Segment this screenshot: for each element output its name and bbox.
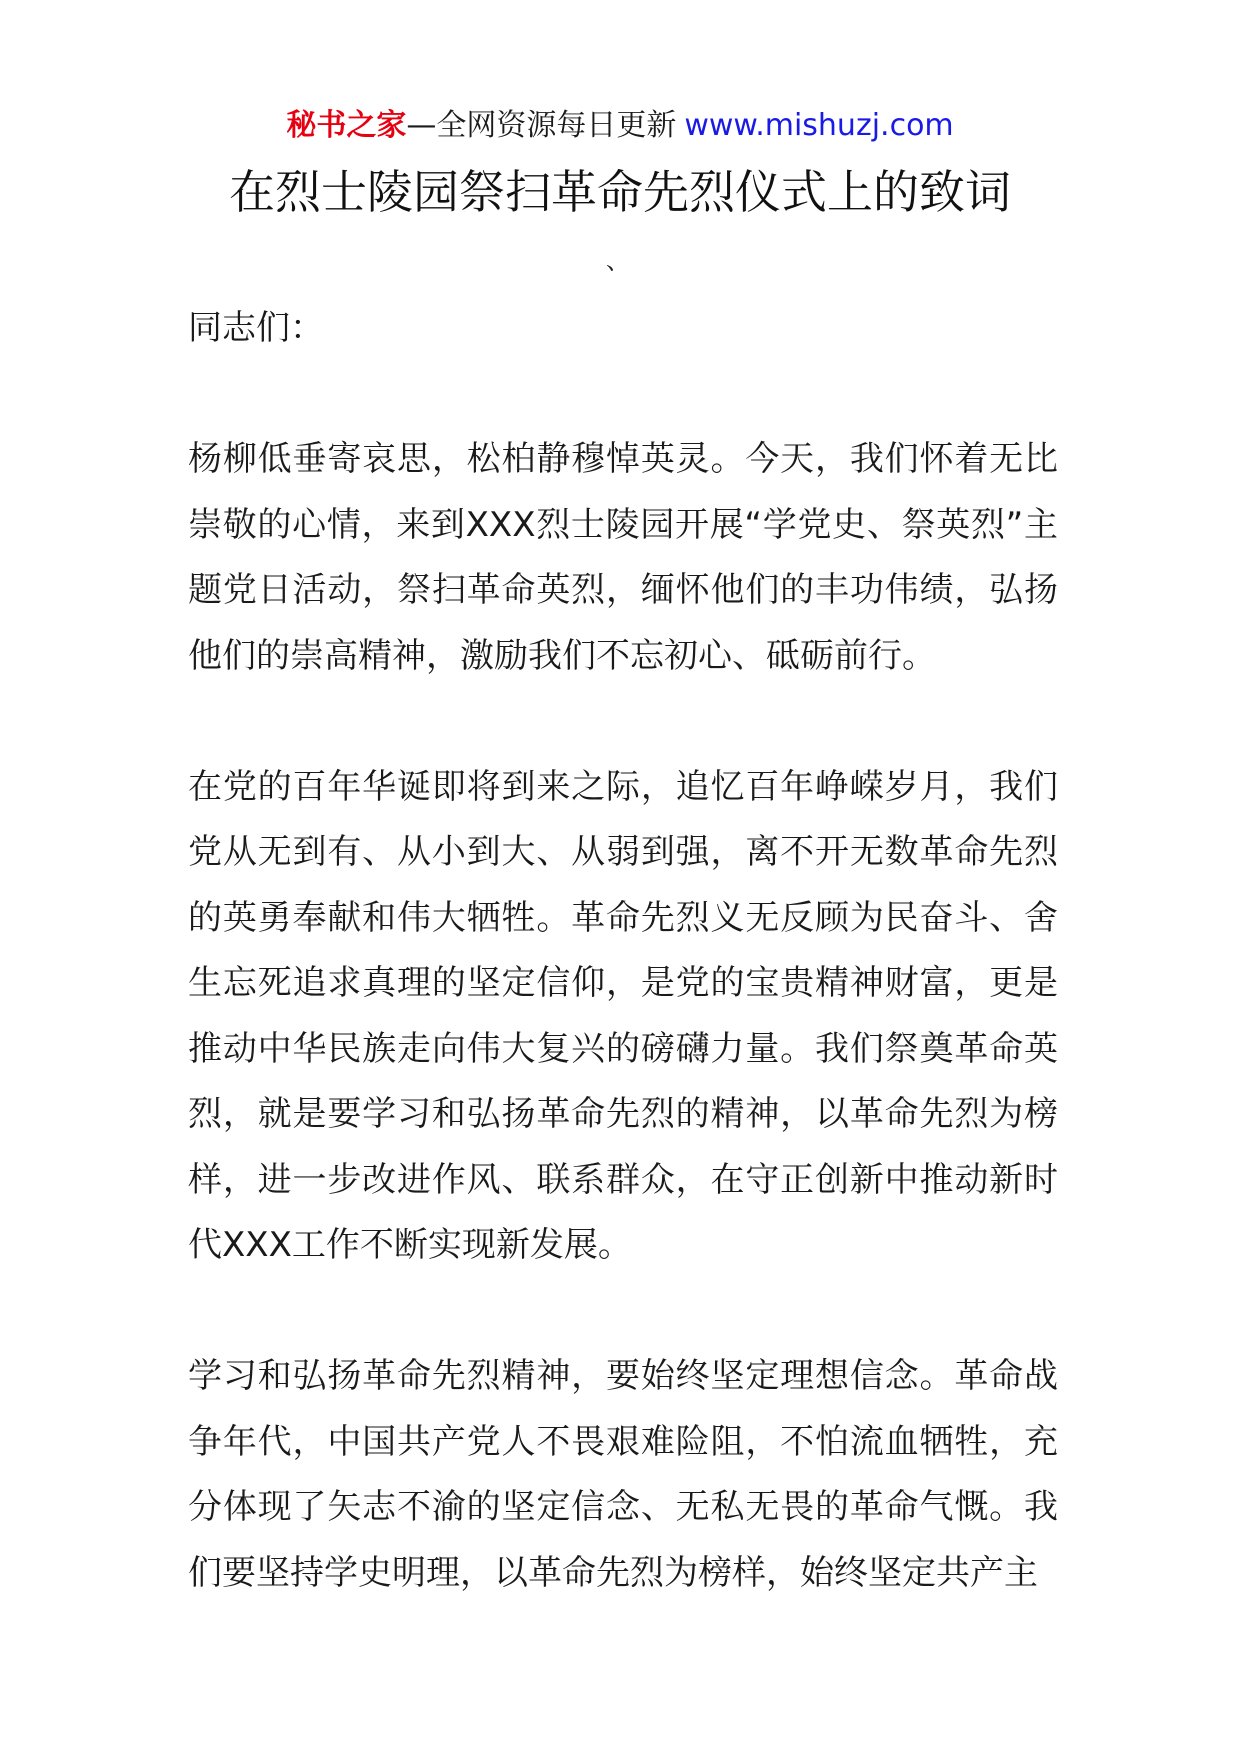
document-title: 在烈士陵园祭扫革命先烈仪式上的致词 [229, 165, 1011, 219]
body-paragraph-1: 杨柳低垂寄哀思，松柏静穆悼英灵。今天，我们怀着无比崇敬的心情，来到XXX烈士陵园开展“学党史、祭英烈”主题党日活动，祭扫革命英烈，缅怀他们的丰功伟绩，弘扬他们的崇高精神，激励我们不忘初心、砥砺前行。 [188, 439, 1058, 676]
body-paragraph-3: 学习和弘扬革命先烈精神，要始终坚定理想信念。革命战争年代，中国共产党人不畏艰难险阻，不怕流血牺牲，充分体现了矢志不渝的坚定信念、无私无畏的革命气慨。我们要坚持学史明理，以革命先烈为榜样，始终坚定共产主 [188, 1356, 1058, 1593]
site-url-link[interactable]: www.mishuzj.com [684, 108, 954, 143]
document-body [188, 296, 1058, 1606]
site-header [0, 104, 1240, 148]
salutation: 同志们： [188, 308, 324, 348]
stray-punctuation-mark: 、 [606, 247, 630, 275]
site-brand: 秘书之家 [286, 108, 407, 143]
body-paragraph-2: 在党的百年华诞即将到来之际，追忆百年峥嵘岁月，我们党从无到有、从小到大、从弱到强，离不开无数革命先烈的英勇奉献和伟大牺牲。革命先烈义无反顾为民奋斗、舍生忘死追求真理的坚定信仰，是党的宝贵精神财富，更是推动中华民族走向伟大复兴的磅礴力量。我们祭奠革命英烈，就是要学习和弘扬革命先烈的精神，以革命先烈为榜样，进一步改进作风、联系群众，在守正创新中推动新时代XXX工作不断实现新发展。 [188, 766, 1058, 1265]
site-tagline: —全网资源每日更新 [406, 108, 677, 143]
